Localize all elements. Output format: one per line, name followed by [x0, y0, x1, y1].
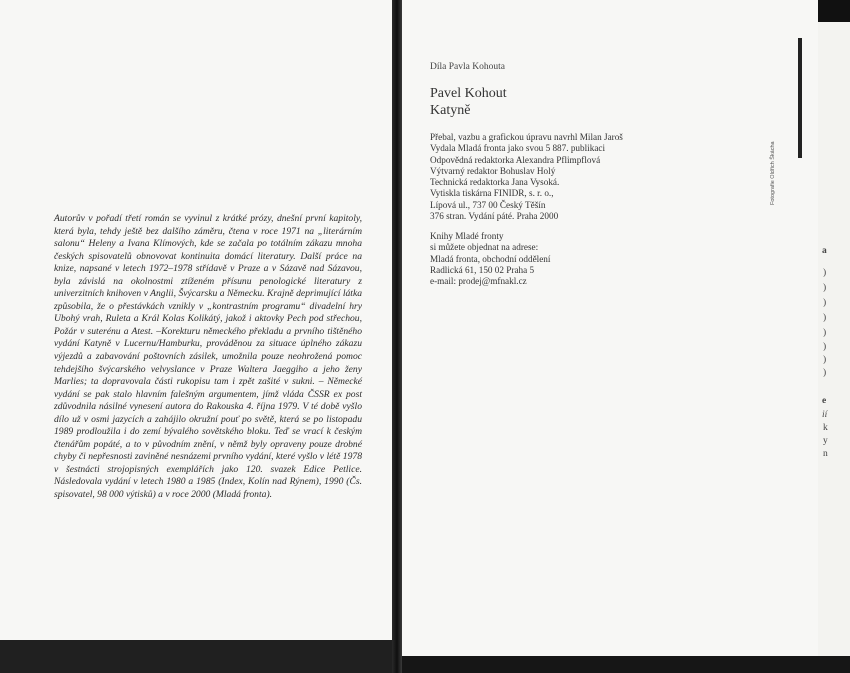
book-blurb: Autorův v pořadí třetí román se vyvinul z krátké prózy, dnešní první kapitoly, která byla, tehdy ještě bez dalšího záměru, čtena v roce 1971 na „literárním salonu“ Heleny a Ivana Klímových, kde se začala po totálním zákazu mnoha českých spisovatelů obnovovat kontinuita domácí literatury. Další práce na knize, napsané v letech 1972–1978 střídavě v Praze a v Sázavě nad Sázavou, byla závislá na okolnostmi ztíženém přísunu penologické literatury z univerzitních knihoven v Anglii, Švýcarsku a Německu. Krajně deprimující látka způsobila, že o přestávkách vznikly v „kontrastním programu“ divadelní hry Ubohý vrah, Ruleta a Král Kolas Kolikátý, jakož i aktovky Pech pod střechou, Požár v suterénu a Atest. –Korekturu německého překladu a prvního tištěného vydání Katyně v Lucernu/Hamburku, prováděnou za situace úplného zákazu výjezdů a zabavování poštovních zásilek, umožnila pouze neohrožená pomoc tehdejšího švýcarského velvyslance v Praze Waltera Jaeggiho a jeho ženy Marlies; ta dopravovala části rukopisu tam i zpět zašité v sukni. – Německé vydání se pak stalo hlavním falešným argumentem, jímž vláda ČSSR ex post zdůvodnila násilné vynesení autora do Rakouska 4. října 1979. V té době vyšlo dílo už v osmi jazycích a zahájilo okružní pouť po světě, která se po listopadu 1989 prodloužila i do zemí bývalého sovětského bloku. Teď se vrací k českým čtenářům popáté, a to v původním znění, v němž byly opraveny pouze drobné chyby či nepřesnosti zaviněné nesnázemi prvního vydání, které vyšlo v létě 1978 v šestnácti strojopisných exemplářích jako 120. svazek Edice Petlice. Následovala vydání v letech 1980 a 1985 (Index, Kolín nad Rýnem), 1990 (Čs. spisovatel, 98 000 výtisků) a v roce 2000 (Mladá fronta). — [54, 213, 362, 501]
margin-char: ) — [823, 355, 827, 365]
contact-line: Knihy Mladé fronty — [430, 231, 504, 241]
imprint-line: Vydala Mladá fronta jako svou 5 887. publikaci — [430, 143, 606, 154]
margin-char: ) — [823, 342, 827, 352]
imprint-line: Výtvarný redaktor Bohuslav Holý — [430, 165, 556, 176]
contact-line: si můžete objednat na adrese: — [430, 242, 539, 253]
scan-edge-bottom-right — [402, 656, 850, 673]
margin-char: ) — [823, 283, 827, 293]
margin-char: ) — [823, 298, 827, 308]
imprint-line: Přebal, vazbu a grafickou úpravu navrhl Milan Jaroš — [430, 132, 623, 142]
margin-char: ) — [823, 328, 827, 338]
margin-char: y — [823, 436, 828, 446]
imprint-line: 376 stran. Vydání páté. Praha 2000 — [430, 211, 559, 222]
margin-char: e — [822, 396, 827, 406]
margin-char: k — [823, 423, 828, 433]
contact-line: Radlická 61, 150 02 Praha 5 — [430, 264, 535, 275]
imprint-block — [430, 132, 623, 222]
right-page — [402, 0, 818, 656]
imprint-line: Odpovědná redaktorka Alexandra Pflimpflová — [430, 154, 601, 165]
contact-email: e-mail: prodej@mfnakl.cz — [430, 276, 527, 287]
imprint-line: Technická redaktorka Jana Vysoká. — [430, 177, 560, 188]
left-page — [0, 0, 393, 640]
scan-edge-top — [818, 0, 850, 22]
contact-line: Mladá fronta, obchodní oddělení — [430, 253, 551, 264]
margin-char: a — [822, 246, 827, 256]
imprint-line: Lípová ul., 737 00 Český Těšín — [430, 199, 546, 210]
margin-char: ií — [822, 410, 828, 420]
margin-char: ) — [823, 368, 827, 378]
book-gutter — [392, 0, 402, 673]
scan-edge-bottom-left — [0, 640, 392, 673]
margin-char: ) — [823, 313, 827, 323]
book-title: Katyně — [430, 103, 471, 118]
imprint-line: Vytiskla tiskárna FINIDR, s. r. o., — [430, 188, 554, 199]
margin-char: ) — [823, 268, 827, 278]
contact-block — [430, 231, 550, 287]
photo-credit: Fotografie Oldřich Škácha — [770, 141, 776, 205]
works-label: Díla Pavla Kohouta — [430, 62, 505, 72]
edge-mark — [798, 38, 802, 158]
author-name: Pavel Kohout — [430, 86, 507, 101]
margin-char: n — [823, 449, 828, 459]
